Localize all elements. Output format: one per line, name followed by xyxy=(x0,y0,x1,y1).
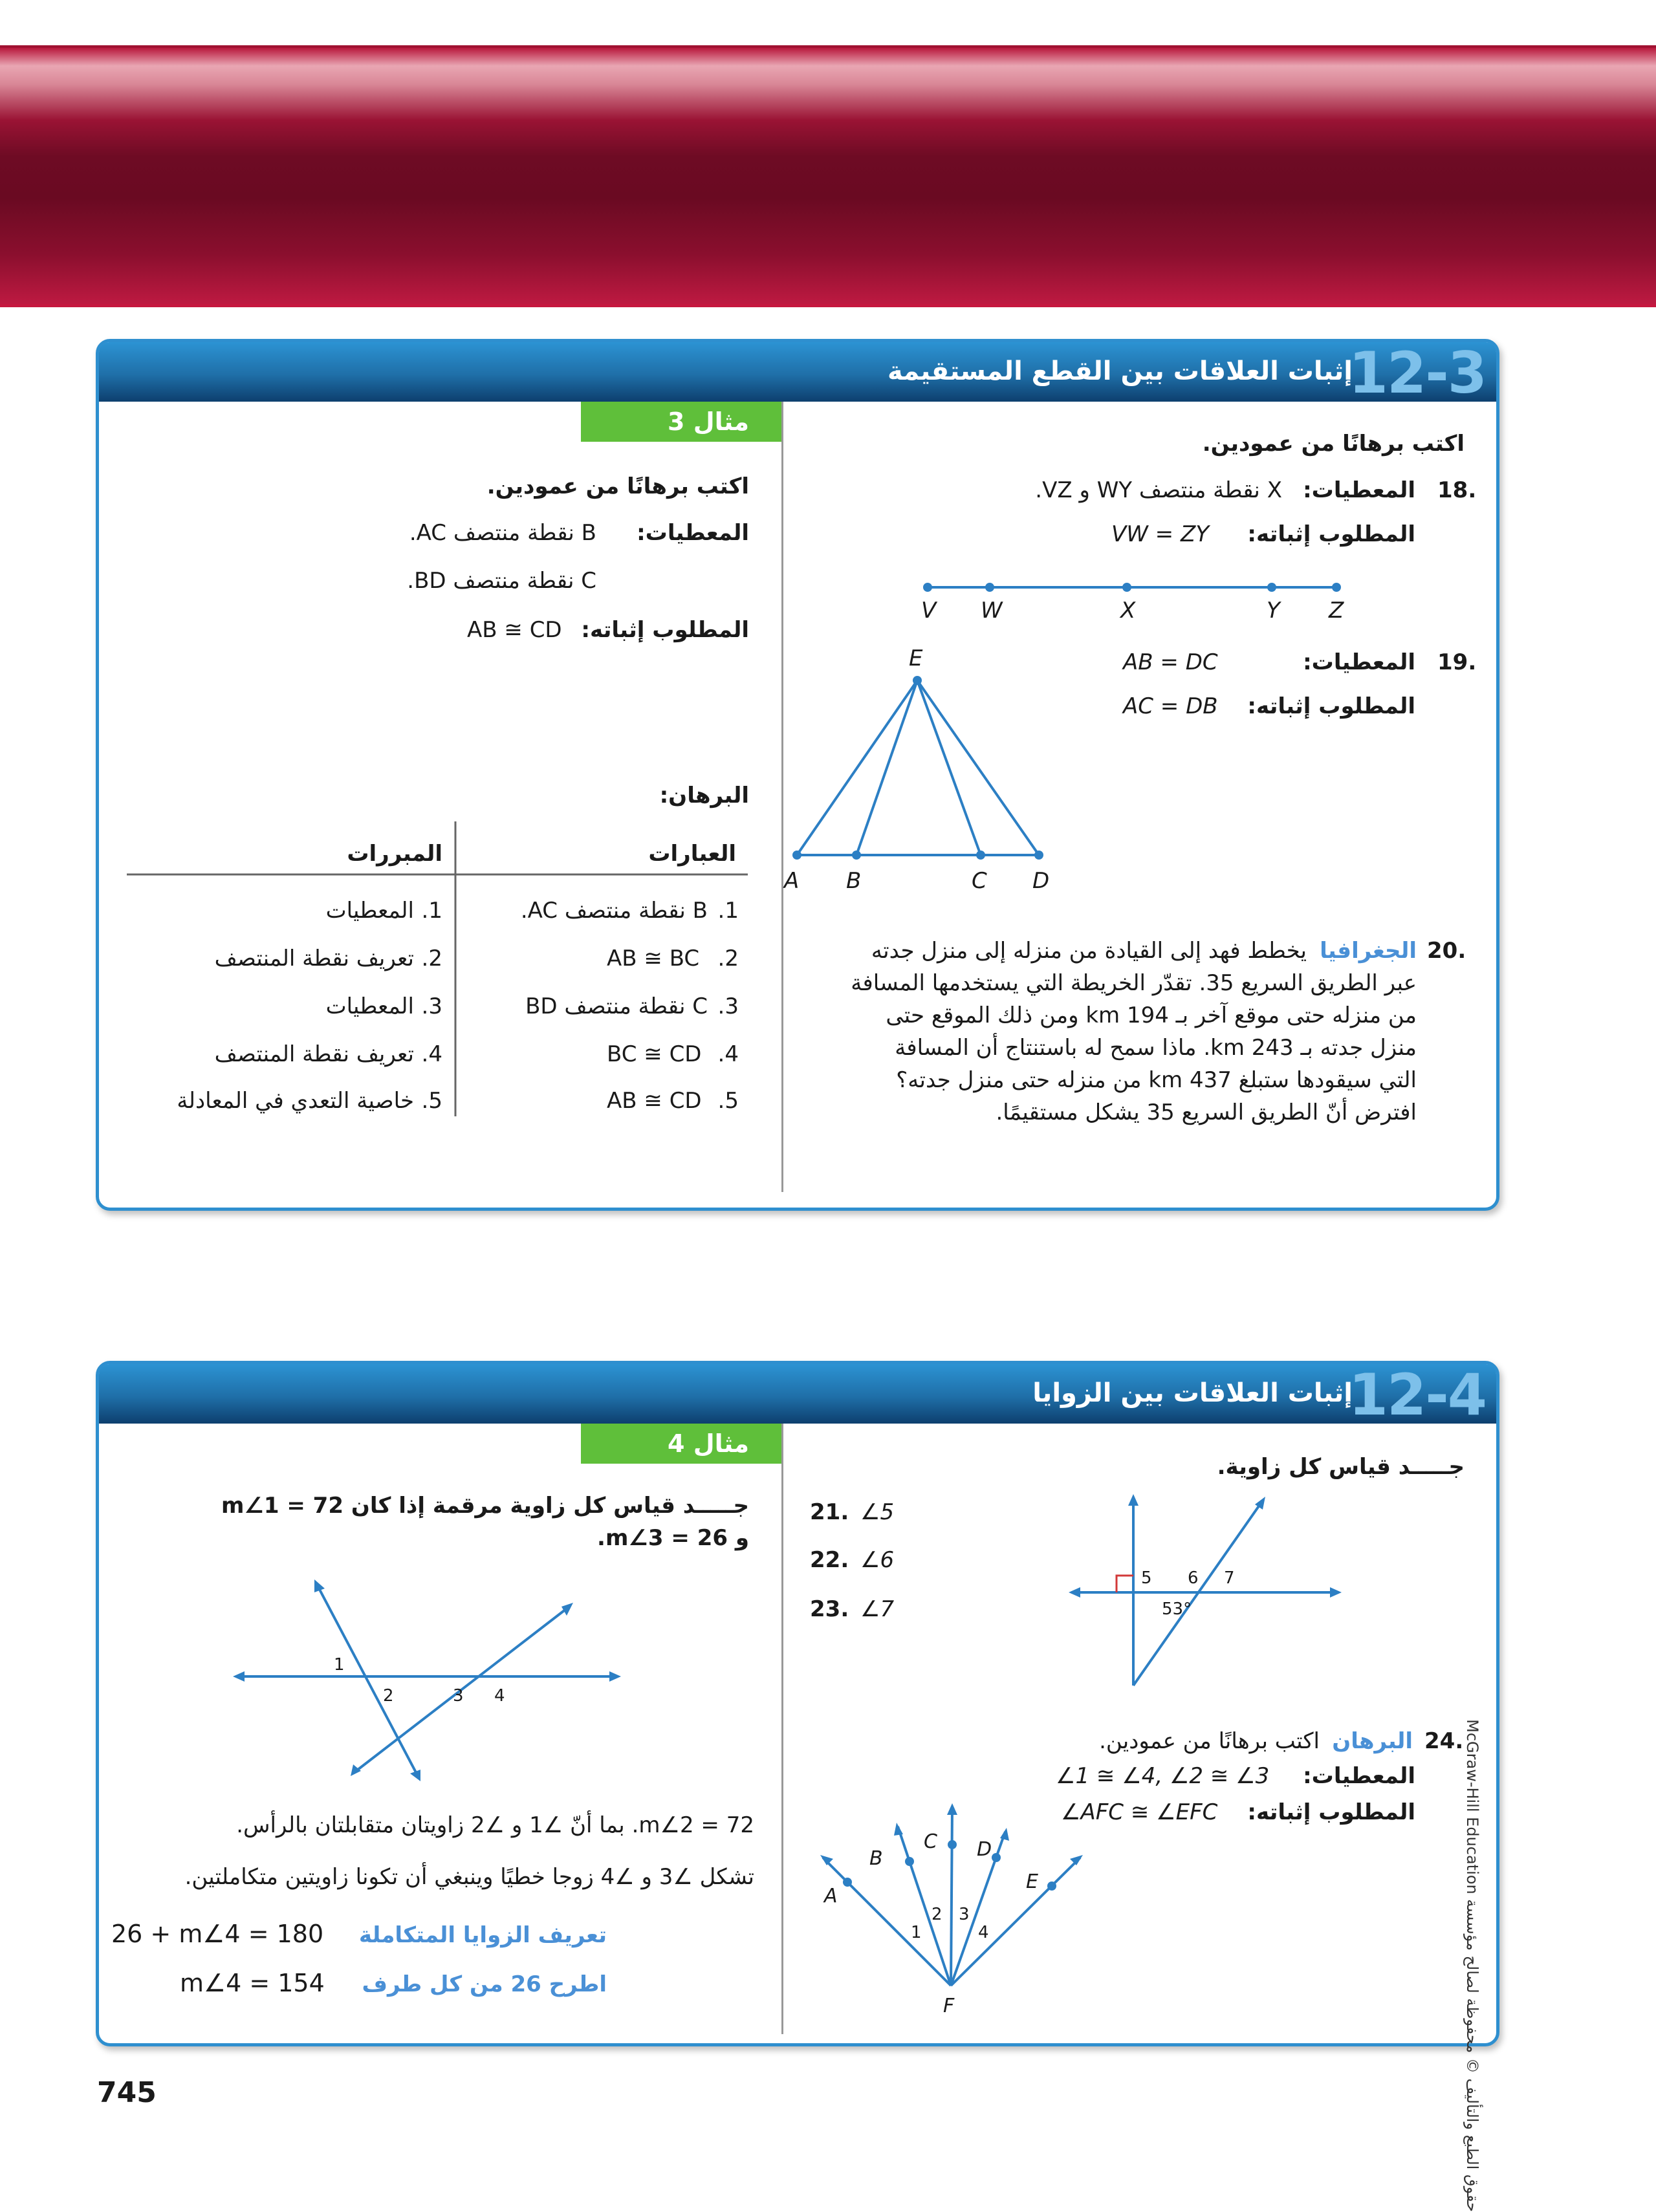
row-5-reason: خاصية التعدي في المعادلة xyxy=(177,1088,414,1114)
row-3-number: 3. xyxy=(717,993,739,1019)
ex19-given-label: المعطيات: xyxy=(1303,649,1415,675)
example-4-angle-4: 4 xyxy=(494,1686,505,1706)
row-5-reason-number: 5. xyxy=(421,1088,442,1114)
ex24-instruction: اكتب برهانًا من عمودين. xyxy=(1099,1728,1320,1754)
point-e-label: E xyxy=(909,645,923,671)
ex20-line-3: من منزله حتى موقع آخر بـ 194 km ومن ذلك الموقع حتى xyxy=(886,1003,1417,1028)
ray-angle-1: 1 xyxy=(911,1923,922,1942)
row-3-reason-number: 3. xyxy=(421,993,442,1019)
row-4-reason: تعريف نقطة المنتصف xyxy=(214,1041,414,1067)
ray-point-b: B xyxy=(869,1847,883,1870)
example-4-para-1: m∠2 = 72. بما أنّ ∠1 و ∠2 زاويتان متقابلتان بالرأس. xyxy=(236,1812,754,1838)
ex18-prove-label: المطلوب إثباته: xyxy=(1247,521,1415,547)
angle-7-label: 7 xyxy=(1224,1568,1235,1588)
angles-figure xyxy=(1067,1494,1352,1688)
row-2-statement: AB ≅ BC xyxy=(607,946,700,971)
lesson-12-4-header xyxy=(99,1361,1496,1428)
item-22-angle: ∠6 xyxy=(860,1547,895,1573)
point-a-label: A xyxy=(784,868,800,894)
lesson-title: إثبات العلاقات بين القطع المستقيمة xyxy=(888,356,1353,386)
reasons-header: المبررات xyxy=(347,841,442,867)
example-4-para-2: تشكل ∠3 و ∠4 زوجا خطيًا وينبغي أن تكونا زاويتين متكاملتين. xyxy=(184,1864,754,1890)
step-2-equation: m∠4 = 154 xyxy=(180,1969,325,1997)
point-v-label: V xyxy=(921,598,937,623)
ex19-prove-value: AC = DB xyxy=(1123,693,1218,719)
point-c-label: C xyxy=(972,868,987,894)
row-1-statement: B نقطة منتصف AC. xyxy=(520,898,708,924)
row-4-number: 4. xyxy=(717,1041,739,1067)
ray-point-d: D xyxy=(977,1838,992,1861)
example-3-given-2: C نقطة منتصف BD. xyxy=(407,568,596,594)
example-4-line-1: جـــــد قياس كل زاوية مرقمة إذا كان m∠1 = 72 xyxy=(221,1493,749,1519)
step-1-equation: 26 + m∠4 = 180 xyxy=(111,1920,324,1948)
step-2-reason: اطرح 26 من كل طرف xyxy=(362,1971,607,1997)
item-23-number: 23. xyxy=(810,1596,849,1622)
example-4-angle-1: 1 xyxy=(334,1655,345,1675)
row-3-statement: C نقطة منتصف BD xyxy=(525,993,708,1019)
example-4-tab: مثال 4 xyxy=(581,1424,781,1464)
angle-53-label: 53° xyxy=(1162,1599,1192,1619)
example-3-tab: مثال 3 xyxy=(581,402,781,442)
row-1-reason: المعطيات xyxy=(325,898,414,924)
ex24-given-label: المعطيات: xyxy=(1303,1763,1415,1789)
point-d-label: D xyxy=(1032,868,1050,894)
row-4-statement: BC ≅ CD xyxy=(607,1041,702,1067)
point-z-label: Z xyxy=(1329,598,1344,623)
ray-angle-2: 2 xyxy=(932,1905,942,1924)
column-divider xyxy=(781,1424,783,2034)
lesson-number: 12-3 xyxy=(1348,340,1486,406)
proof-label: البرهان: xyxy=(659,783,749,808)
ray-angle-3: 3 xyxy=(959,1905,970,1924)
ex18-given-value: X نقطة منتصف WY و VZ. xyxy=(1035,477,1282,503)
exercise-18-number: 18. xyxy=(1437,477,1477,503)
instruction: جـــــد قياس كل زاوية. xyxy=(1217,1454,1465,1480)
copyright-side-text: حقوق الطبع والتأليف © محفوظة لصالح مؤسسة McGraw-Hill Education xyxy=(1463,1719,1481,2212)
ex20-line-1: يخطط فهد إلى القيادة من منزله إلى منزل جدته xyxy=(871,938,1307,964)
ex20-line-2: عبر الطريق السريع 35. تقدّر الخريطة التي يستخدمها المسافة xyxy=(851,970,1417,996)
exercise-19-number: 19. xyxy=(1437,649,1477,675)
ex24-prove-value: ∠AFC ≅ ∠EFC xyxy=(1061,1799,1218,1825)
example-4-figure xyxy=(233,1578,621,1785)
item-23-angle: ∠7 xyxy=(860,1596,895,1622)
row-1-number: 1. xyxy=(717,898,739,924)
row-2-reason-number: 2. xyxy=(421,946,442,971)
lesson-title: إثبات العلاقات بين الزوايا xyxy=(1032,1378,1353,1408)
ex19-given-value: AB = DC xyxy=(1123,649,1218,675)
page-number: 745 xyxy=(97,2076,157,2109)
exercise-20-number: 20. xyxy=(1427,938,1466,964)
point-x-label: X xyxy=(1120,598,1136,623)
example-4-angle-3: 3 xyxy=(453,1686,464,1706)
row-1-reason-number: 1. xyxy=(421,898,442,924)
example-4-line-2: و m∠3 = 26. xyxy=(597,1525,749,1551)
example-4-angle-2: 2 xyxy=(383,1686,394,1706)
ex24-topic: البرهان xyxy=(1332,1728,1413,1754)
row-3-reason: المعطيات xyxy=(325,993,414,1019)
ex18-given-label: المعطيات: xyxy=(1303,477,1415,503)
ex24-given-value: ∠1 ≅ ∠4, ∠2 ≅ ∠3 xyxy=(1056,1763,1270,1789)
top-banner xyxy=(0,45,1656,307)
ex20-topic: الجغرافيا xyxy=(1320,938,1417,964)
statements-header: العبارات xyxy=(648,841,736,867)
item-21-angle: ∠5 xyxy=(860,1499,895,1525)
ex19-prove-label: المطلوب إثباته: xyxy=(1247,693,1415,719)
row-4-reason-number: 4. xyxy=(421,1041,442,1067)
lesson-12-3-header xyxy=(99,340,1496,406)
row-2-reason: تعريف نقطة المنتصف xyxy=(214,946,414,971)
ray-point-c: C xyxy=(924,1830,937,1853)
example-3-given-1: B نقطة منتصف AC. xyxy=(409,520,596,546)
point-w-label: W xyxy=(981,598,1003,623)
ex24-prove-label: المطلوب إثباته: xyxy=(1247,1799,1415,1825)
exercise-24-number: 24. xyxy=(1424,1728,1464,1754)
instruction: اكتب برهانًا من عمودين. xyxy=(1202,431,1465,457)
banner-rule xyxy=(0,304,1656,307)
item-21-number: 21. xyxy=(810,1499,849,1525)
step-1-reason: تعريف الزوايا المتكاملة xyxy=(358,1922,607,1948)
ray-point-f: F xyxy=(943,1995,955,2017)
ex20-line-4: منزل جدته بـ 243 km. ماذا سمح له باستنتاج أن المسافة xyxy=(895,1035,1417,1061)
ex24-rays-figure xyxy=(815,1798,1087,1999)
point-y-label: Y xyxy=(1267,598,1280,623)
example-3-prove-label: المطلوب إثباته: xyxy=(581,617,749,643)
example-3-prove-value: AB ≅ CD xyxy=(467,617,562,643)
example-3-given-label: المعطيات: xyxy=(637,520,749,546)
lesson-number: 12-4 xyxy=(1348,1361,1486,1428)
ray-point-e: E xyxy=(1026,1870,1038,1893)
ex19-triangle-figure xyxy=(783,673,1054,867)
point-b-label: B xyxy=(846,868,862,894)
ex20-line-6: افترض أنّ الطريق السريع 35 يشكل مستقيمًا. xyxy=(996,1100,1417,1125)
ray-angle-4: 4 xyxy=(978,1923,989,1942)
row-5-number: 5. xyxy=(717,1088,739,1114)
row-5-statement: AB ≅ CD xyxy=(607,1088,702,1114)
example-3-instruction: اكتب برهانًا من عمودين. xyxy=(486,473,749,499)
ex20-line-5: التي سيقودها ستبلغ 437 km من منزله حتى منزل جدته؟ xyxy=(896,1067,1417,1093)
ex18-prove-value: VW = ZY xyxy=(1111,521,1210,547)
row-2-number: 2. xyxy=(717,946,739,971)
ray-point-a: A xyxy=(824,1885,838,1907)
angle-5-label: 5 xyxy=(1141,1568,1152,1588)
angle-6-label: 6 xyxy=(1188,1568,1199,1588)
item-22-number: 22. xyxy=(810,1547,849,1573)
